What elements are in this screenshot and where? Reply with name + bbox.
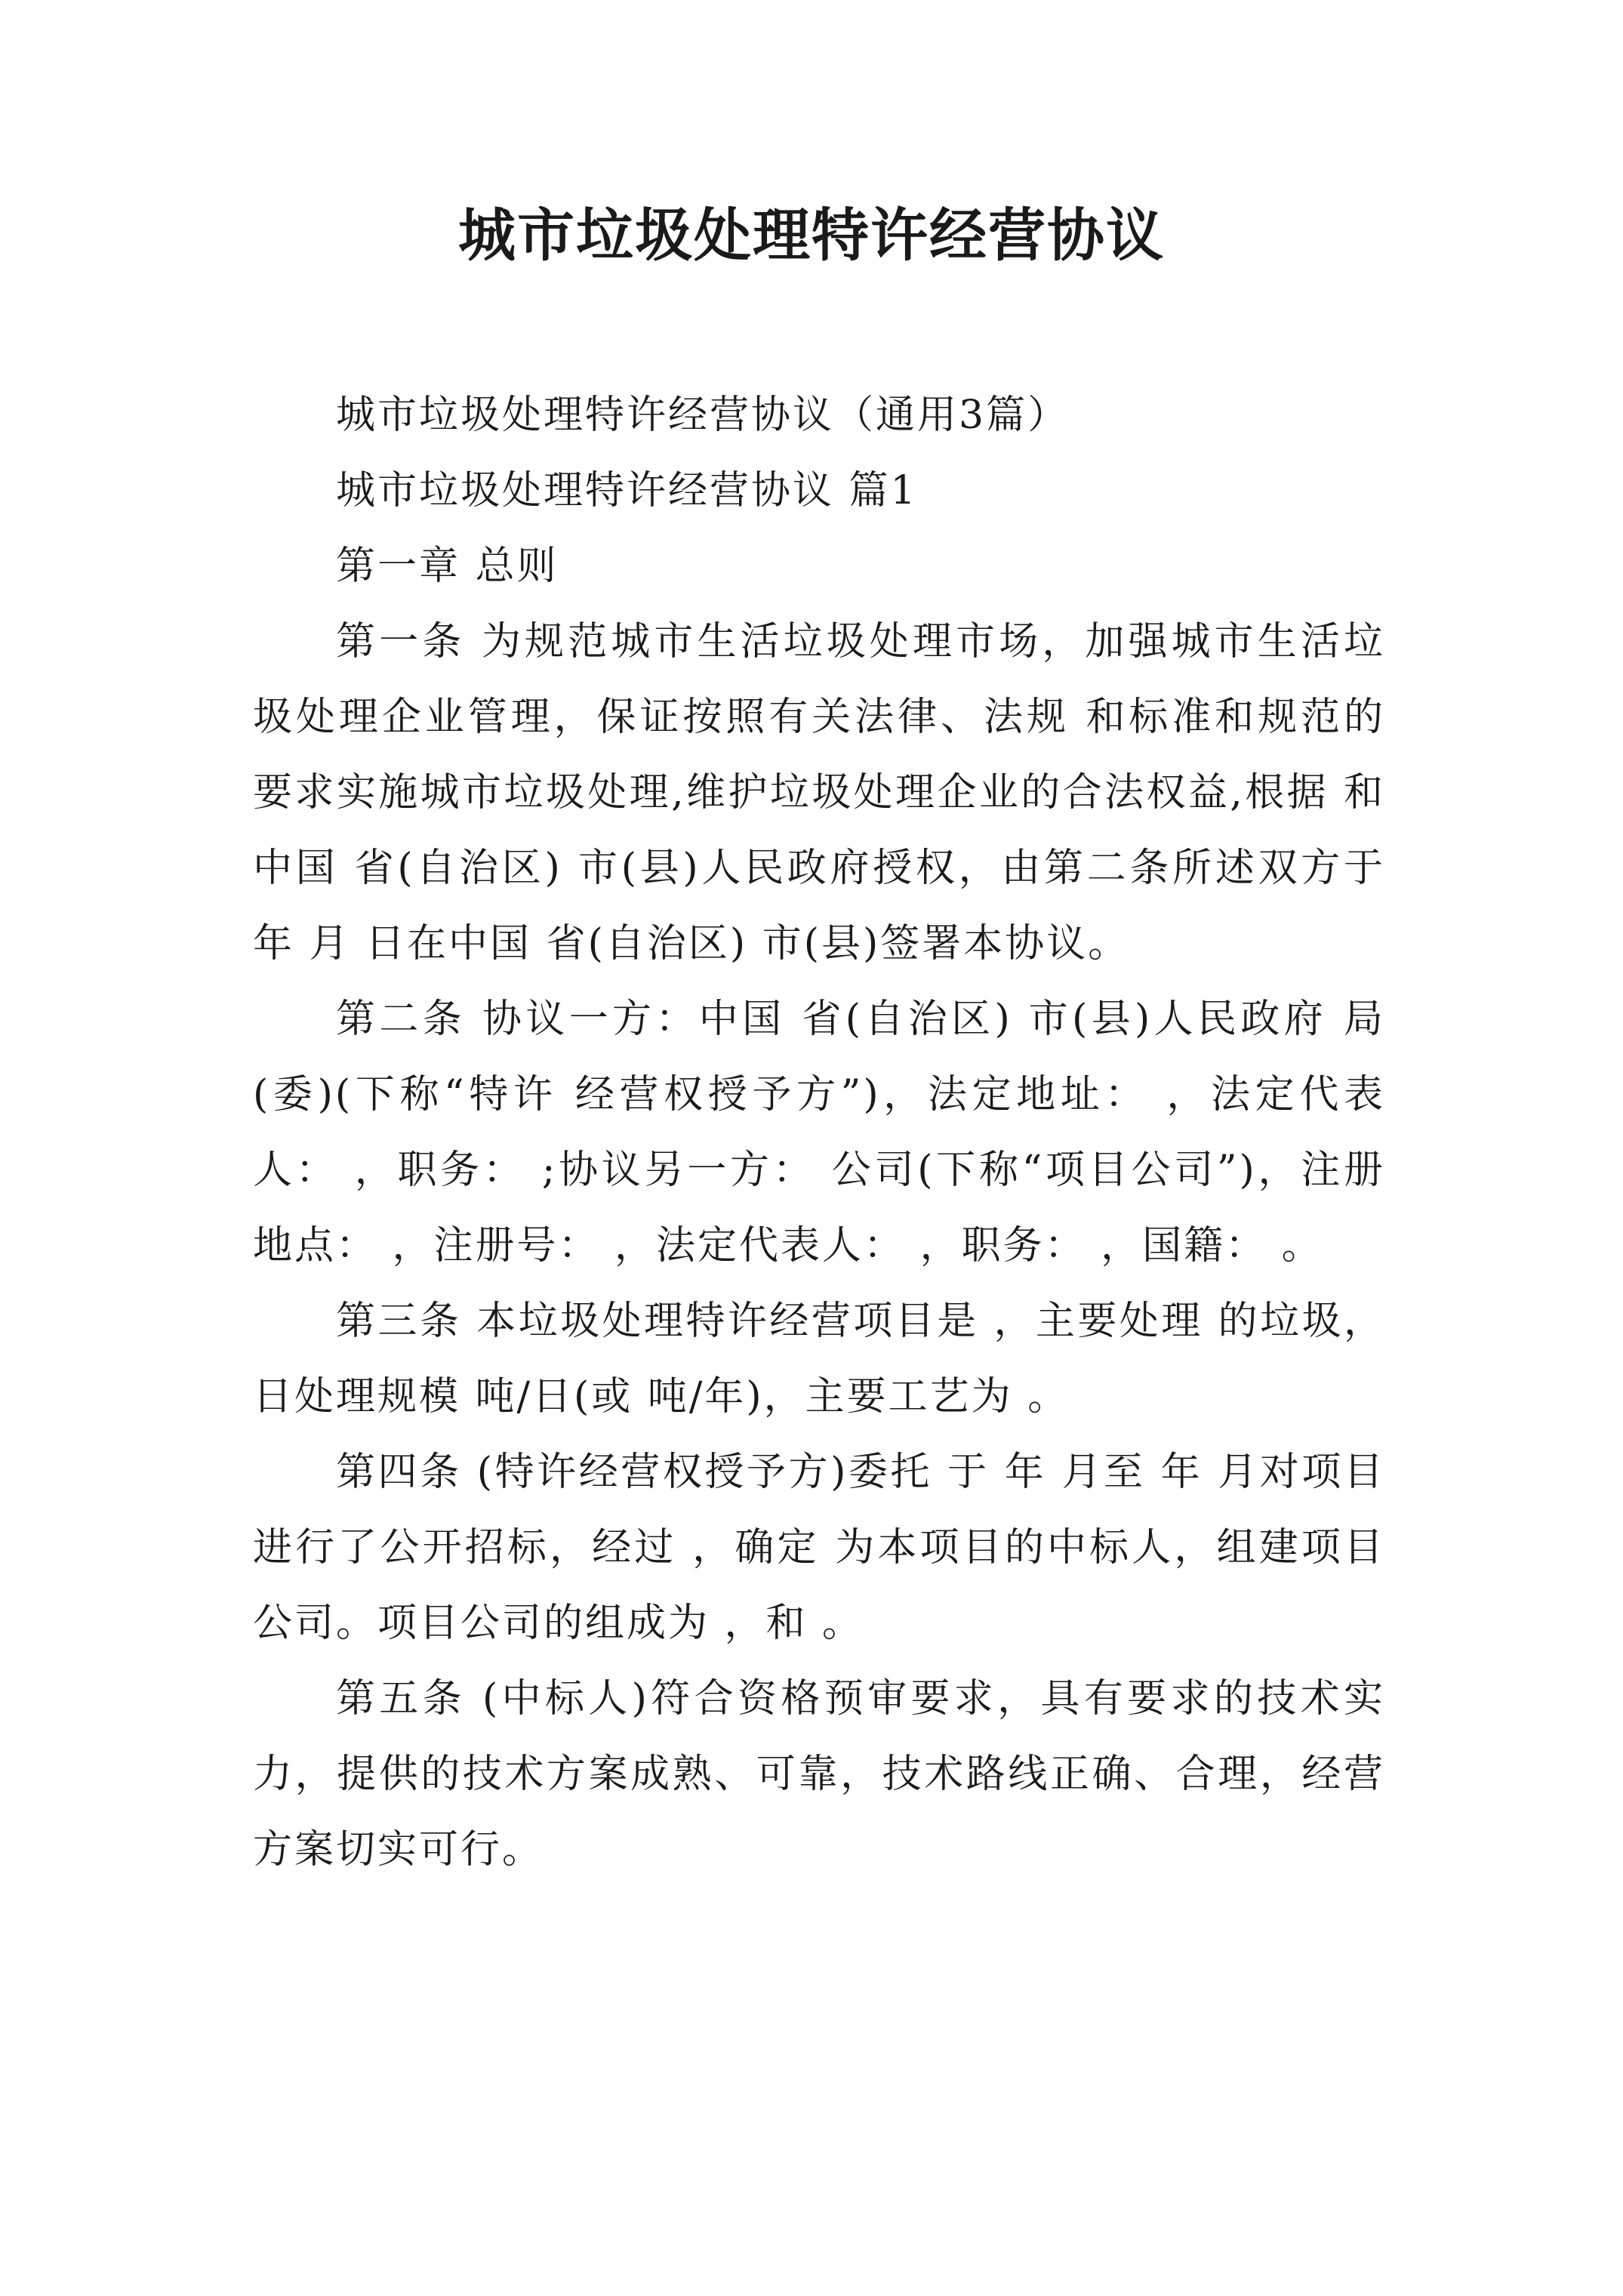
article-3-paragraph: 第三条 本垃圾处理特许经营项目是 ，主要处理 的垃圾，日处理规模 吨/日(或 吨/年)，主要工艺为 。 <box>253 1299 1385 1419</box>
document-title: 城市垃圾处理特许经营协议 <box>458 202 1165 269</box>
article-4-paragraph: 第四条 (特许经营权授予方)委托 于 年 月至 年 月对项目进行了公开招标，经过 ，确定 为本项目的中标人，组建项目公司。项目公司的组成为 ，和 。 <box>253 1450 1385 1646</box>
document-body <box>253 378 1385 1888</box>
article-1-paragraph: 第一条 为规范城市生活垃圾处理市场，加强城市生活垃圾处理企业管理，保证按照有关法律、法规 和标准和规范的要求实施城市垃圾处理,维护垃圾处理企业的合法权益,根据 和中国 省(自治区) 市(县)人民政府授权，由第二条所述双方于 年 月 日在中国 省(自治区) 市(县)签署本协议。 <box>253 619 1385 966</box>
chapter-heading: 第一章 总则 <box>336 544 559 589</box>
article-2-paragraph: 第二条 协议一方：中国 省(自治区) 市(县)人民政府 局(委)(下称“特许 经营权授予方”)，法定地址： ，法定代表人： ，职务： ;协议另一方： 公司(下称“项目公司”)，注册地点： ，注册号： ，法定代表人： ，职务： ，国籍： 。 <box>253 997 1385 1268</box>
subtitle-paragraph: 城市垃圾处理特许经营协议（通用3篇） <box>336 393 1070 438</box>
article-5-paragraph: 第五条 (中标人)符合资格预审要求，具有要求的技术实力，提供的技术方案成熟、可靠，技术路线正确、合理，经营方案切实可行。 <box>253 1676 1385 1872</box>
section-heading: 城市垃圾处理特许经营协议 篇1 <box>336 468 918 513</box>
